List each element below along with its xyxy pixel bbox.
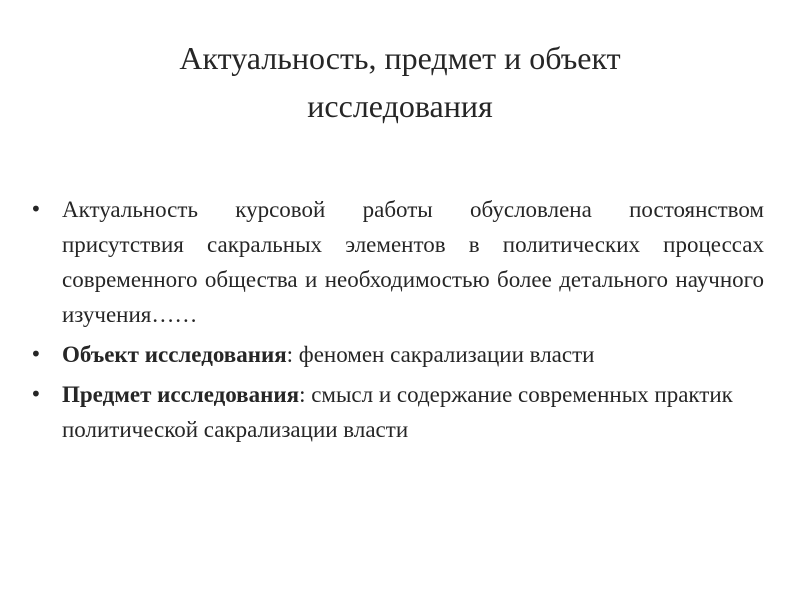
slide-title [60, 34, 740, 130]
bullet-label-subject: Предмет исследования [62, 382, 300, 407]
bullet-icon: • [30, 197, 42, 221]
bullet-label-object: Объект исследования [62, 342, 287, 367]
bullet-item-object [30, 337, 764, 372]
slide-title-line-2: исследования [307, 88, 493, 124]
bullet-list [30, 192, 764, 452]
slide-title-line-1: Актуальность, предмет и объект [179, 40, 621, 76]
bullet-text-relevance: Актуальность курсовой работы обусловлена постоянством присутствия сакральных элементов в политических процессах современного общества и необходимостью более детального научного изучения…… [62, 197, 764, 327]
bullet-text-object: : феномен сакрализации власти [286, 342, 595, 367]
bullet-icon: • [30, 342, 42, 366]
bullet-icon: • [30, 382, 42, 406]
bullet-text-subject: : смысл и содержание современных практик политической сакрализации власти [62, 382, 733, 442]
bullet-item-relevance [30, 192, 764, 332]
bullet-item-subject [30, 377, 764, 447]
